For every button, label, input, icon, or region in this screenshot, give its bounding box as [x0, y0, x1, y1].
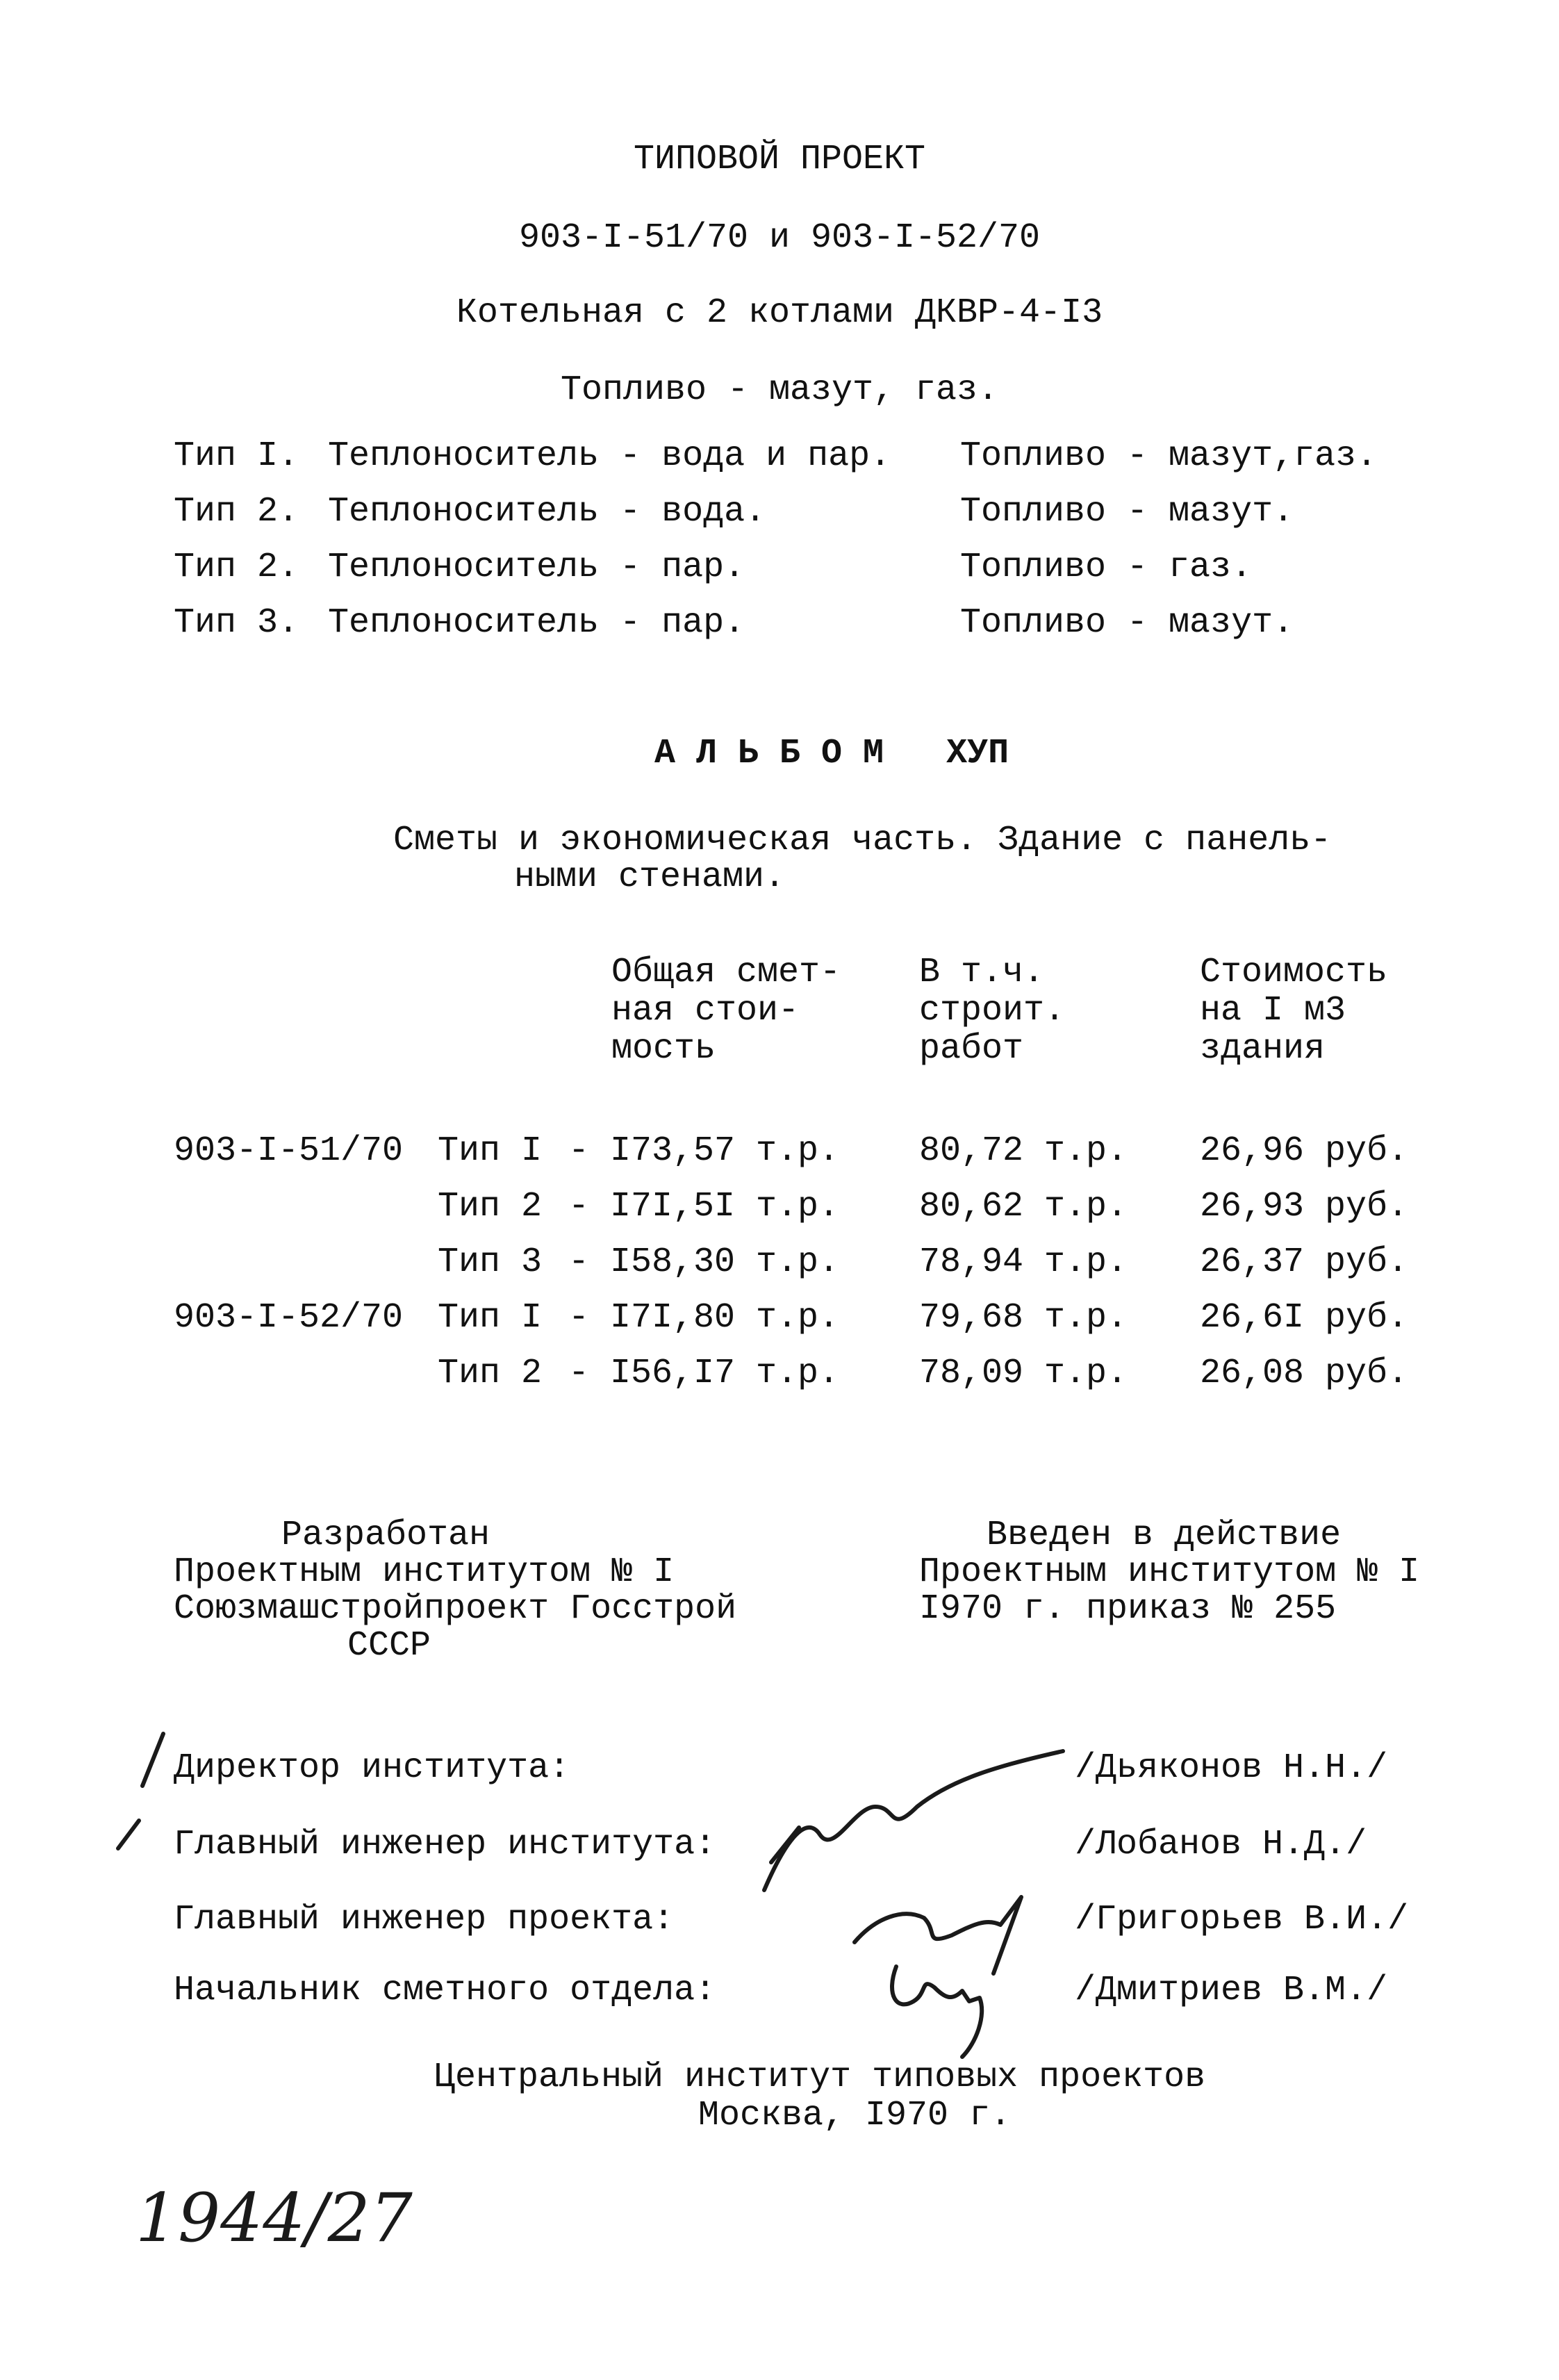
row-total: - I7I,5I т.р.	[568, 1187, 840, 1226]
signatory-role: Директор института:	[174, 1748, 570, 1788]
director-signature	[764, 1751, 1063, 1890]
header-text: на I м3	[1200, 991, 1346, 1031]
enacted-line: I970 г. приказ № 255	[919, 1589, 1337, 1629]
fuel-description: Топливо - мазут, газ.	[560, 370, 999, 410]
developed-line: Разработан	[281, 1516, 490, 1555]
type-carrier: Теплоноситель - вода.	[328, 492, 766, 532]
type-label: Тип 2.	[174, 492, 299, 532]
header-text: ная стои-	[611, 991, 800, 1031]
handwritten-slash-mark	[142, 1734, 163, 1786]
row-total: - I73,57 т.р.	[568, 1131, 840, 1171]
document-title: ТИПОВОЙ ПРОЕКТ	[633, 140, 926, 179]
album-subtitle-line1: Сметы и экономическая часть. Здание с панель-	[393, 821, 1332, 860]
type-fuel: Топливо - мазут,газ.	[960, 436, 1378, 476]
type-label: Тип 2.	[174, 548, 299, 587]
type-carrier: Теплоноситель - пар.	[328, 548, 745, 587]
row-total: - I58,30 т.р.	[568, 1242, 840, 1282]
type-label: Тип I.	[174, 436, 299, 476]
boiler-house-description: Котельная с 2 котлами ДКВР-4-I3	[456, 293, 1103, 333]
engineer-signature	[855, 1897, 1021, 1973]
enacted-line: Проектным институтом № I	[919, 1552, 1420, 1592]
type-fuel: Топливо - мазут.	[960, 603, 1294, 643]
row-project: 903-I-52/70	[174, 1298, 404, 1338]
row-type: Тип 2	[438, 1187, 543, 1226]
row-type: Тип 2	[438, 1354, 543, 1393]
type-fuel: Топливо - газ.	[960, 548, 1253, 587]
row-project: 903-I-51/70	[174, 1131, 404, 1171]
header-text: здания	[1200, 1029, 1326, 1069]
footer-institute: Центральный институт типовых проектов	[434, 2058, 1206, 2097]
type-carrier: Теплоноситель - пар.	[328, 603, 745, 643]
footer-city-year: Москва, I970 г.	[698, 2096, 1012, 2135]
estimate-head-signature	[892, 1967, 982, 2057]
signatory-name: /Дмитриев В.М./	[1075, 1971, 1388, 2010]
header-text: мость	[611, 1029, 716, 1069]
handwritten-slash-mark	[118, 1821, 139, 1848]
developed-line: Проектным институтом № I	[174, 1552, 675, 1592]
enacted-line: Введен в действие	[987, 1516, 1342, 1555]
album-title: А Л Ь Б О М ХУП	[654, 734, 1009, 773]
header-text: строит.	[919, 991, 1066, 1031]
developed-line: Союзмашстройпроект Госстрой	[174, 1589, 737, 1629]
album-subtitle-line2: ными стенами.	[514, 857, 786, 897]
type-fuel: Топливо - мазут.	[960, 492, 1294, 532]
header-text: В т.ч.	[919, 953, 1045, 992]
type-label: Тип 3.	[174, 603, 299, 643]
signatory-role: Главный инженер проекта:	[174, 1900, 675, 1939]
signatory-role: Начальник сметного отдела:	[174, 1971, 716, 2010]
row-construction: 79,68 т.р.	[919, 1298, 1128, 1338]
director-signature	[771, 1828, 799, 1862]
handwritten-archive-number: 1944/27	[135, 2179, 413, 2257]
row-per-m3: 26,6I руб.	[1200, 1298, 1409, 1338]
row-construction: 80,62 т.р.	[919, 1187, 1128, 1226]
row-per-m3: 26,96 руб.	[1200, 1131, 1409, 1171]
row-construction: 78,09 т.р.	[919, 1354, 1128, 1393]
header-text: Общая смет-	[611, 953, 841, 992]
signatory-name: /Дьяконов Н.Н./	[1075, 1748, 1388, 1788]
row-type: Тип I	[438, 1298, 543, 1338]
row-per-m3: 26,93 руб.	[1200, 1187, 1409, 1226]
row-total: - I7I,80 т.р.	[568, 1298, 840, 1338]
row-per-m3: 26,08 руб.	[1200, 1354, 1409, 1393]
row-construction: 80,72 т.р.	[919, 1131, 1128, 1171]
row-type: Тип I	[438, 1131, 543, 1171]
row-type: Тип 3	[438, 1242, 543, 1282]
row-per-m3: 26,37 руб.	[1200, 1242, 1409, 1282]
signatory-name: /Лобанов Н.Д./	[1075, 1825, 1367, 1864]
type-carrier: Теплоноситель - вода и пар.	[328, 436, 891, 476]
developed-line: СССР	[347, 1626, 431, 1666]
header-text: работ	[919, 1029, 1024, 1069]
signatory-name: /Григорьев В.И./	[1075, 1900, 1409, 1939]
signatory-role: Главный инженер института:	[174, 1825, 716, 1864]
project-numbers: 903-I-51/70 и 903-I-52/70	[518, 218, 1041, 258]
header-text: Стоимость	[1200, 953, 1388, 992]
row-total: - I56,I7 т.р.	[568, 1354, 840, 1393]
row-construction: 78,94 т.р.	[919, 1242, 1128, 1282]
